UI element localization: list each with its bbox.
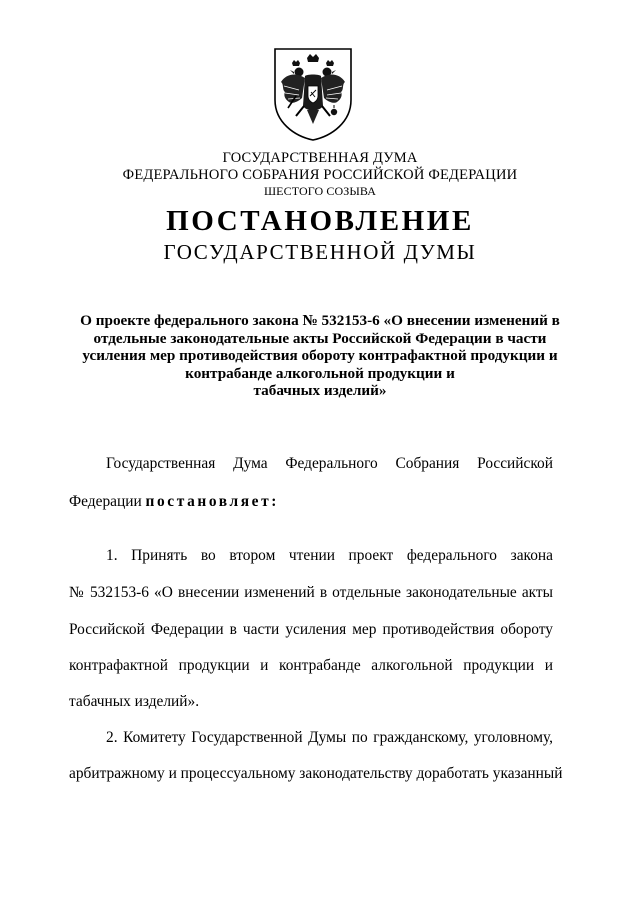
intro-line — [69, 493, 553, 511]
document-title: ПОСТАНОВЛЕНИЕ — [166, 205, 474, 237]
resolves-keyword: постановляет: — [145, 493, 279, 510]
item1-line: Российской Федерации в части усиления мер противодействия обороту — [69, 621, 553, 638]
item1-line: табачных изделий». — [69, 693, 200, 710]
item1-line: контрафактной продукции и контрабанде алкогольной продукции и — [69, 657, 553, 674]
coat-of-arms-emblem — [272, 46, 354, 142]
intro-prefix: Федерации — [69, 493, 146, 510]
subject-line: О проекте федерального закона № 532153-6 «О внесении изменений в — [80, 312, 560, 329]
item2-line: 2. Комитету Государственной Думы по гражданскому, уголовному, — [106, 729, 553, 746]
document-subtitle: ГОСУДАРСТВЕННОЙ ДУМЫ — [163, 240, 477, 264]
intro-line: Государственная Дума Федерального Собрания Российской — [106, 455, 553, 472]
header-line-duma: ГОСУДАРСТВЕННАЯ ДУМА — [222, 150, 418, 166]
header-line-federal-assembly: ФЕДЕРАЛЬНОГО СОБРАНИЯ РОССИЙСКОЙ ФЕДЕРАЦИИ — [122, 167, 518, 183]
subject-line: усиления мер противодействия обороту контрафактной продукции и — [82, 347, 558, 365]
subject-heading — [70, 312, 570, 400]
subject-line: отдельные законодательные акты Российской Федерации в части — [93, 329, 547, 347]
subject-line: табачных изделий» — [253, 382, 387, 400]
item1-line: 1. Принять во втором чтении проект федерального закона — [106, 547, 553, 564]
item1-line: № 532153-6 «О внесении изменений в отдельные законодательные акты — [69, 584, 553, 601]
item2-line: арбитражному и процессуальному законодательству доработать указанный — [69, 765, 563, 782]
header-line-convocation: ШЕСТОГО СОЗЫВА — [263, 184, 377, 198]
subject-line: контрабанде алкогольной продукции и — [185, 364, 455, 382]
